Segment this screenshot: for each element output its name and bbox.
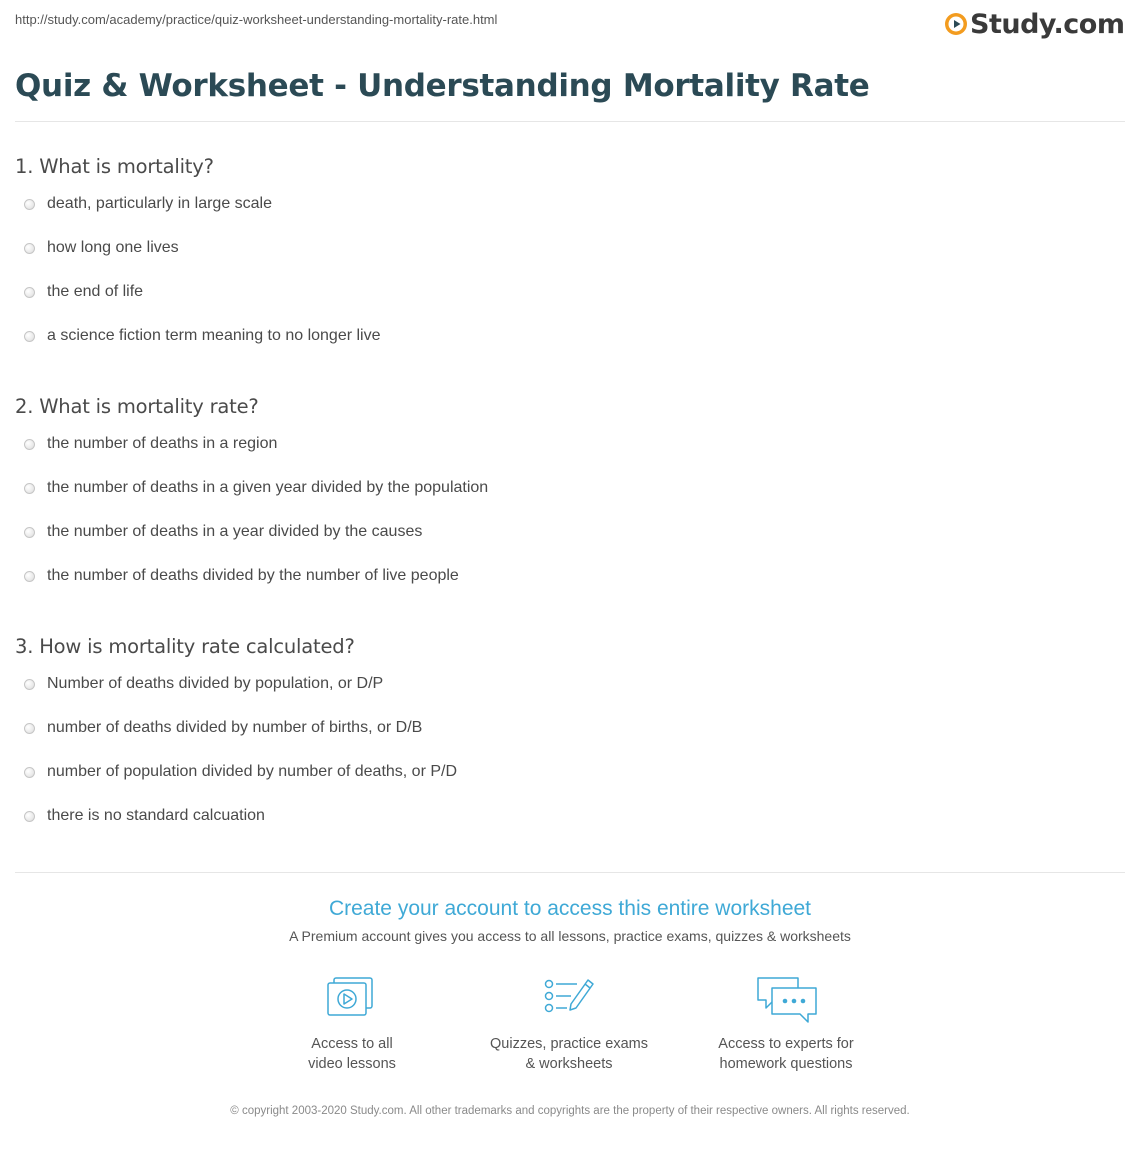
question-2: [15, 392, 1115, 598]
radio-button[interactable]: [24, 723, 35, 734]
copyright-footer: © copyright 2003-2020 Study.com. All other trademarks and copyrights are the property of their respective owners. All rights reserved.: [230, 1105, 910, 1117]
radio-button[interactable]: [24, 287, 35, 298]
divider: [15, 121, 1125, 122]
signup-cta: [0, 892, 1140, 946]
options-list: [15, 422, 1115, 598]
cta-subtitle: A Premium account gives you access to all lessons, practice exams, quizzes & worksheets: [289, 928, 851, 944]
question-text: 2. What is mortality rate?: [15, 395, 259, 418]
answer-option[interactable]: [15, 662, 1115, 706]
radio-button[interactable]: [24, 331, 35, 342]
option-label: how long one lives: [47, 239, 179, 256]
feature-video-lessons: [262, 974, 442, 1074]
options-list: [15, 662, 1115, 838]
option-label: death, particularly in large scale: [47, 195, 273, 212]
answer-option[interactable]: [15, 510, 1115, 554]
feature-label: [479, 1034, 659, 1074]
question-3: [15, 632, 1115, 838]
radio-button[interactable]: [24, 243, 35, 254]
question-text: 1. What is mortality?: [15, 155, 214, 178]
radio-button[interactable]: [24, 767, 35, 778]
feature-label-line: & worksheets: [525, 1056, 613, 1072]
question-text: 3. How is mortality rate calculated?: [15, 635, 355, 658]
answer-option[interactable]: [15, 750, 1115, 794]
option-label: a science fiction term meaning to no longer live: [47, 327, 381, 344]
answer-option[interactable]: [15, 182, 1115, 226]
feature-label-line: homework questions: [719, 1056, 853, 1072]
answer-option[interactable]: [15, 466, 1115, 510]
radio-button[interactable]: [24, 483, 35, 494]
logo-text: Study.com: [970, 8, 1125, 40]
answer-option[interactable]: [15, 270, 1115, 314]
feature-quizzes: [479, 974, 659, 1074]
top-bar: [0, 0, 1140, 44]
options-list: [15, 182, 1115, 358]
page-url: http://study.com/academy/practice/quiz-worksheet-understanding-mortality-rate.html: [15, 12, 498, 27]
option-label: the end of life: [47, 283, 144, 300]
play-logo-icon: [944, 12, 968, 36]
radio-button[interactable]: [24, 199, 35, 210]
option-label: Number of deaths divided by population, or D/P: [47, 675, 384, 692]
create-account-link[interactable]: Create your account to access this entire worksheet: [328, 897, 812, 920]
answer-option[interactable]: [15, 314, 1115, 358]
answer-option[interactable]: [15, 226, 1115, 270]
quiz-checklist-icon: [541, 974, 597, 1022]
feature-label-line: video lessons: [308, 1056, 396, 1072]
radio-button[interactable]: [24, 679, 35, 690]
option-label: number of population divided by number of deaths, or P/D: [47, 763, 458, 780]
answer-option[interactable]: [15, 422, 1115, 466]
answer-option[interactable]: [15, 554, 1115, 598]
radio-button[interactable]: [24, 527, 35, 538]
radio-button[interactable]: [24, 571, 35, 582]
option-label: there is no standard calcuation: [47, 807, 265, 824]
option-label: the number of deaths in a region: [47, 435, 278, 452]
answer-option[interactable]: [15, 706, 1115, 750]
radio-button[interactable]: [24, 811, 35, 822]
question-1: [15, 152, 1115, 358]
answer-option[interactable]: [15, 794, 1115, 838]
option-label: the number of deaths in a given year divided by the population: [47, 479, 489, 496]
page-title: Quiz & Worksheet - Understanding Mortality Rate: [15, 68, 870, 104]
option-label: the number of deaths divided by the number of live people: [47, 567, 459, 584]
feature-label: [696, 1034, 876, 1074]
chat-bubbles-icon: [754, 974, 818, 1026]
feature-label-line: Quizzes, practice exams: [490, 1036, 648, 1052]
feature-label-line: Access to experts for: [718, 1036, 854, 1052]
radio-button[interactable]: [24, 439, 35, 450]
option-label: number of deaths divided by number of births, or D/B: [47, 719, 423, 736]
study-logo[interactable]: [944, 8, 1124, 40]
feature-label: [262, 1034, 442, 1074]
video-lessons-icon: [324, 974, 380, 1022]
divider: [15, 872, 1125, 873]
feature-experts: [696, 974, 876, 1074]
option-label: the number of deaths in a year divided by the causes: [47, 523, 423, 540]
feature-label-line: Access to all: [311, 1036, 393, 1052]
features-row: [0, 974, 1140, 1084]
